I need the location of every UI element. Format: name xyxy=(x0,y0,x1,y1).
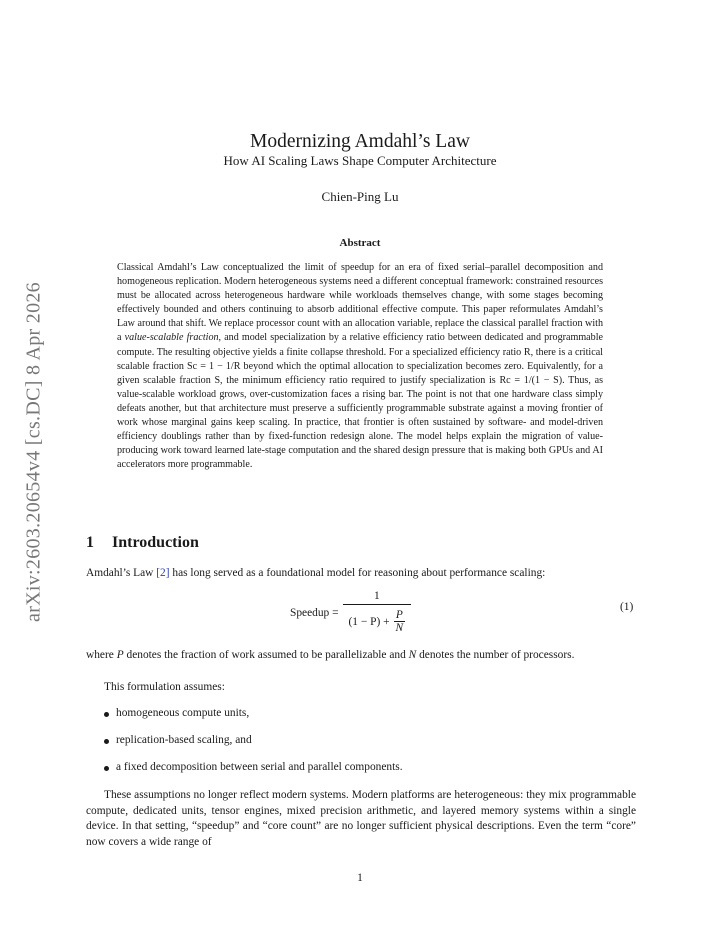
equation-inner-numerator: P xyxy=(395,609,403,621)
citation-link[interactable]: [2] xyxy=(156,567,170,579)
abstract-heading: Abstract xyxy=(339,237,381,249)
equation-explanation xyxy=(86,648,636,664)
author-name: Chien-Ping Lu xyxy=(321,189,399,204)
section-number: 1 xyxy=(86,534,94,551)
paper-subtitle: How AI Scaling Laws Shape Computer Architecture xyxy=(223,153,497,168)
equation-lhs: Speedup = xyxy=(290,606,339,619)
page-number: 1 xyxy=(357,872,363,884)
amdahl-equation xyxy=(290,590,411,635)
intro-text-2: has long served as a foundational model for reasoning about performance scaling: xyxy=(169,567,546,579)
assumptions-list xyxy=(104,707,403,788)
expl-p: P xyxy=(116,649,124,661)
arxiv-side-label: arXiv:2603.20654v4 [cs.DC] 8 Apr 2026 xyxy=(22,282,45,622)
expl-n: N xyxy=(408,649,417,661)
abstract-text xyxy=(117,261,603,472)
bullet-icon xyxy=(104,712,109,717)
equation-fraction xyxy=(343,590,412,635)
section-title: Introduction xyxy=(112,534,199,551)
bullet-icon xyxy=(104,766,109,771)
equation-denominator-left: (1 − P) + xyxy=(348,616,390,628)
assumptions-intro: This formulation assumes: xyxy=(104,681,225,693)
abstract-part-2: , and model specialization by a relative efficiency ratio between dedicated and programmable compute. The resulting objective yields a finite collapse threshold. For a specialized efficiency ratio R, there is a critical scalable fraction Sc = 1 − 1/R beyond which the optimal allocation to specialization becomes zero. Equivalently, for a given scalable fraction S, the minimum efficiency ratio required to justify specialization is Rc = 1/(1 − S). Thus, as value-scalable workload grows, over-customization faces a rising bar. The point is not that one hardware class simply defeats another, but that architecture must preserve a sufficiently programmable substrate against a moving frontier of work whose marginal gains keep scaling. In practice, that frontier is often sustained by software- and model-driven efficiency doublings rather than by fixed-function redesign alone. The model helps explain the migration of value-producing work toward learned late-stage computation and the shared design pressure that is making both GPUs and AI accelerators more programmable. xyxy=(117,332,603,471)
equation-numerator: 1 xyxy=(373,590,380,602)
equation-inner-fraction xyxy=(394,609,406,635)
abstract-emphasis: value-scalable fraction xyxy=(124,332,219,344)
expl-c: denotes the number of processors. xyxy=(416,649,575,661)
intro-text-1: Amdahl’s Law xyxy=(86,567,157,579)
expl-b: denotes the fraction of work assumed to be parallelizable and xyxy=(123,649,409,661)
section-heading xyxy=(86,534,199,552)
equation-inner-denominator: N xyxy=(395,622,404,634)
paper-title: Modernizing Amdahl’s Law xyxy=(250,131,470,152)
bullet-icon xyxy=(104,739,109,744)
equation-denominator xyxy=(343,604,412,635)
intro-paragraph xyxy=(86,566,636,582)
list-item: replication-based scaling, and xyxy=(104,734,403,761)
body-paragraph: These assumptions no longer reflect modern systems. Modern platforms are heterogeneous: they mix programmable compute, dedicated units, tensor engines, mixed precision arithmetic, and layered memory systems within a single device. In that setting, “speedup” and “core count” are no longer sufficient physical descriptions. Even the term “core” now covers a wide range of xyxy=(86,789,636,848)
equation-number: (1) xyxy=(620,601,634,613)
list-item: homogeneous compute units, xyxy=(104,707,403,734)
expl-a: where xyxy=(86,649,117,661)
abstract-part-1: Classical Amdahl’s Law conceptualized the limit of speedup for an era of fixed serial–parallel decomposition and homogeneous replication. Modern heterogeneous systems need a different conceptual framework: constrained resources must be allocated across heterogeneous hardware while workloads themselves change, with some stages becoming effectively bounded and others continuing to absorb additional effective compute. This paper reformulates Amdahl’s Law around that shift. We replace processor count with an allocation variable, replace the classical parallel fraction with a xyxy=(117,262,603,344)
list-item: a fixed decomposition between serial and parallel components. xyxy=(104,761,403,788)
